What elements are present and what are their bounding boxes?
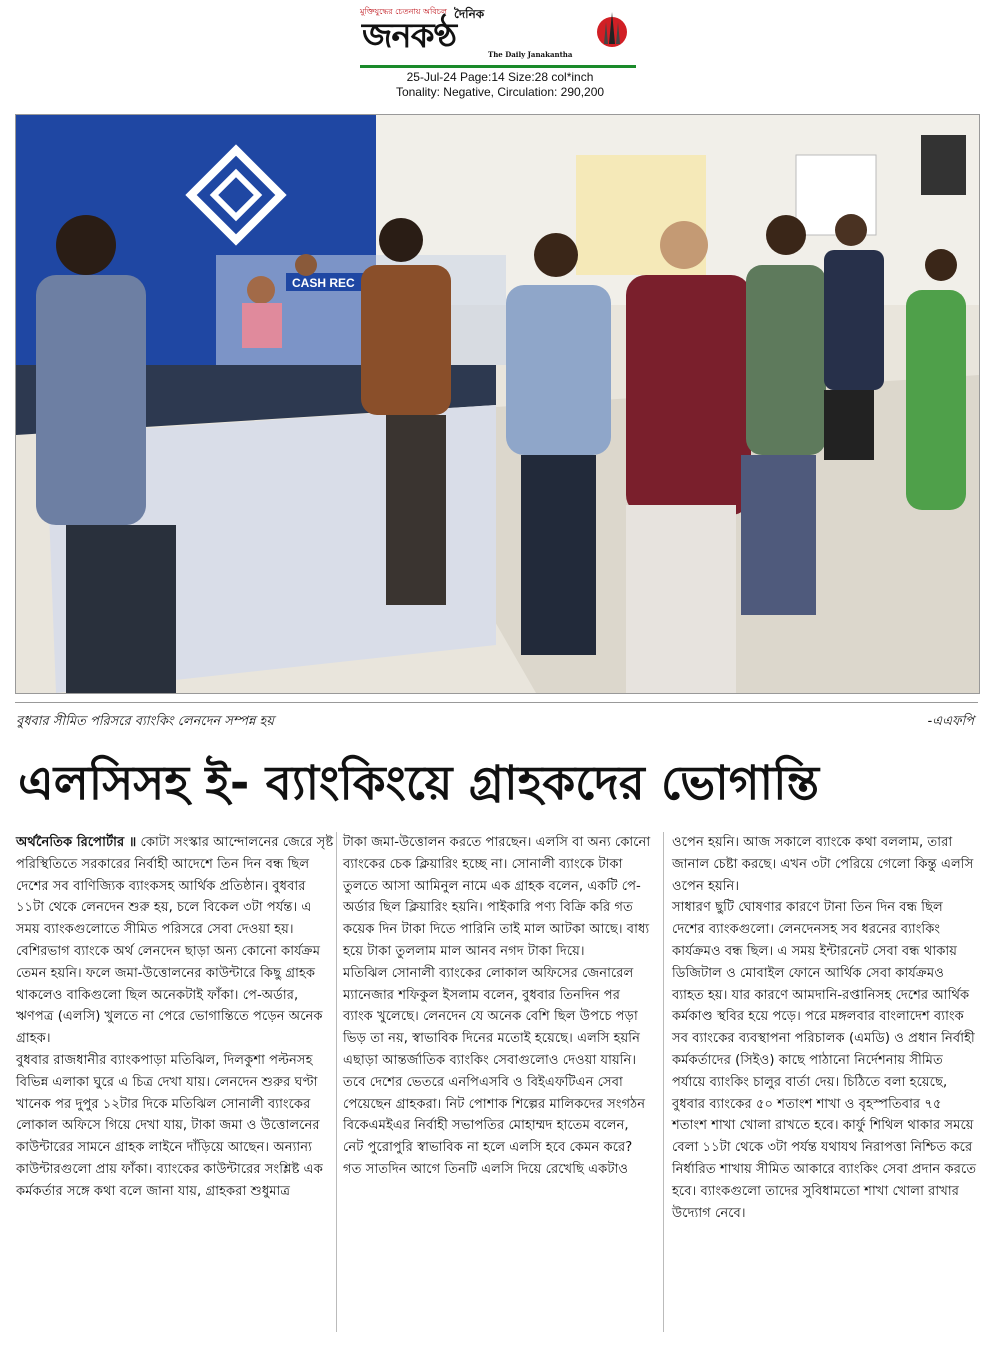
counter-sign-text: CASH REC [292, 276, 355, 290]
column-divider [336, 832, 337, 1332]
article-headline: এলসিসহ ই- ব্যাংকিংয়ে গ্রাহকদের ভোগান্তি [18, 756, 820, 811]
masthead-rule [360, 65, 636, 68]
masthead [360, 6, 640, 66]
article-paragraph: টাকা জমা-উত্তোলন করতে পারছেন। এলসি বা অন্য কোনো ব্যাংকের চেক ক্লিয়ারিং হচ্ছে না। সোনালী ব্যাংকে টাকা তুলতে আসা আমিনুল নামে এক গ্রাহক বলেন, একটি পে-অর্ডার ছিল ক্লিয়ারিং হয়নি। পাইকারি পণ্য বিক্রি করি গত কয়েক দিন টাকা দিতে পারিনি তাই মাল আটকা আছে। বাধ্য হয়ে টাকা তুললাম মাল আনব নগদ টাকা দিয়ে। [343, 835, 651, 959]
article-column-2 [343, 832, 653, 1181]
photo-illustration [16, 115, 979, 693]
article-column-1 [16, 832, 334, 1203]
photo-caption: বুধবার সীমিত পরিসরে ব্যাংকিং লেনদেন সম্পন্ন হয় [16, 714, 274, 729]
photo-caption-rule [15, 702, 978, 703]
article-paragraph: ওপেন হয়নি। আজ সকালে ব্যাংকে কথা বললাম, তারা জানাল চেষ্টা করছে। এখন ৩টা পেরিয়ে গেলো কিন্তু এলসি ওপেন হয়নি। [672, 835, 974, 894]
bank-counter-photo [15, 114, 980, 694]
photo-credit: -এএফপি [927, 714, 974, 729]
article-paragraph: তবে দেশের ভেতরে এনপিএসবি ও বিইএফটিএন সেবা পেয়েছেন গ্রাহকরা। নিট পোশাক শিল্পের মালিকদের সংগঠন বিকেএমইএর নির্বাহী সভাপতির মোহাম্মদ হাতেম বলেন, নেট পুরোপুরি স্বাভাবিক না হলে এলসি হবে কেমন করে? গত সাতদিন আগে তিনটি এলসি দিয়ে রেখেছি একটাও [343, 1074, 646, 1177]
masthead-name: জনকণ্ঠ [362, 16, 457, 56]
article-paragraph: অর্থনৈতিক রিপোর্টার ॥ কোটা সংস্কার আন্দোলনের জেরে সৃষ্ট পরিস্থিতিতে সরকারের নির্বাহী আদেশে তিন দিন বন্ধ ছিল দেশের সব বাণিজ্যিক ব্যাংকসহ আর্থিক প্রতিষ্ঠান। বুধবার ১১টা থেকে লেনদেন শুরু হয়, চলে বিকেল ৩টা পর্যন্ত। এ সময় ব্যাংকগুলোতে সীমিত পরিসরে সেবা দেওয়া হয়। বেশিরভাগ ব্যাংকে অর্থ লেনদেন ছাড়া অন্য কোনো কার্যক্রম তেমন হয়নি। ফলে জমা-উত্তোলনের কাউন্টারে কিছু গ্রাহক থাকলেও বাকিগুলো ছিল অনেকটাই ফাঁকা। পে-অর্ডার, ঋণপত্র (এলসি) খুলতে না পেরে ভোগান্তিতে পড়েন অনেক গ্রাহক। [16, 835, 334, 1047]
meta-line-1: 25-Jul-24 Page:14 Size:28 col*inch [406, 70, 594, 84]
column-divider [663, 832, 664, 1332]
masthead-english-name: The Daily Janakantha [488, 50, 573, 59]
article-byline: অর্থনৈতিক রিপোর্টার ॥ [16, 835, 137, 850]
meta-line-2: Tonality: Negative, Circulation: 290,200 [395, 85, 605, 99]
article-paragraph: বুধবার রাজধানীর ব্যাংকপাড়া মতিঝিল, দিলকুশা পল্টনসহ বিভিন্ন এলাকা ঘুরে এ চিত্র দেখা যায়। লেনদেন শুরুর ঘণ্টা খানেক পর দুপুর ১২টার দিকে মতিঝিল সোনালী ব্যাংকের লোকাল অফিসে গিয়ে দেখা যায়, টাকা জমা ও উত্তোলনের কাউন্টারের সামনে গ্রাহক লাইনে দাঁড়িয়ে আছেন। অন্যান্য কাউন্টারগুলো প্রায় ফাঁকা। ব্যাংকের কাউন্টারের সংশ্লিষ্ট এক কর্মকর্তার সঙ্গে কথা বলে জানা যায়, গ্রাহকরা শুধুমাত্র [16, 1052, 323, 1199]
masthead-daily-word: দৈনিক [454, 7, 485, 21]
masthead-tagline: মুক্তিযুদ্ধের চেতনায় অবিচল [360, 7, 448, 16]
article-paragraph: মতিঝিল সোনালী ব্যাংকের লোকাল অফিসের জেনারেল ম্যানেজার শফিকুল ইসলাম বলেন, বুধবার তিনদিন পর ব্যাংক খুলেছে। লেনদেন যে অনেক বেশি ছিল উপচে পড়া ভিড় তা নয়, স্বাভাবিক দিনের মতোই হয়েছে। এলসি হয়নি এছাড়া আন্তর্জাতিক ব্যাংকিং সেবাগুলোও দেওয়া যায়নি। [343, 965, 640, 1068]
article-column-3 [672, 832, 978, 1224]
article-paragraph: সাধারণ ছুটি ঘোষণার কারণে টানা তিন দিন বন্ধ ছিল দেশের ব্যাংকগুলো। লেনদেনসহ সব ধরনের ব্যাংকিং কার্যক্রমও বন্ধ ছিল। এ সময় ইন্টারনেট সেবা বন্ধ থাকায় ডিজিটাল ও মোবাইল ফোনে আর্থিক সেবা কার্যক্রমও ব্যাহত হয়। যার কারণে আমদানি-রপ্তানিসহ দেশের আর্থিক কর্মকাণ্ড স্থবির হয়ে পড়ে। পরে মঙ্গলবার বাংলাদেশ ব্যাংক সব ব্যাংকের ব্যবস্থাপনা পরিচালক (এমডি) ও প্রধান নির্বাহী কর্মকর্তাদের (সিইও) কাছে পাঠানো নির্দেশনায় সীমিত পর্যায়ে ব্যাংকিং চালুর বার্তা দেয়। চিঠিতে বলা হয়েছে, বুধবার ব্যাংকের ৫০ শতাংশ শাখা ও বৃহস্পতিবার ৭৫ শতাংশ শাখা খোলা রাখতে হবে। কার্ফু শিথিল থাকার সময়ে বেলা ১১টা থেকে ৩টা পর্যন্ত যথাযথ নিরাপত্তা নিশ্চিত করে নির্ধারিত শাখায় সীমিত আকারে ব্যাংকিং সেবা প্রদান করতে হবে। ব্যাংকগুলো তাদের সুবিধামতো শাখা খোলা রাখার উদ্যোগ নেবে। [672, 900, 977, 1221]
national-monument-logo [592, 10, 632, 50]
clipping-meta [360, 70, 640, 100]
